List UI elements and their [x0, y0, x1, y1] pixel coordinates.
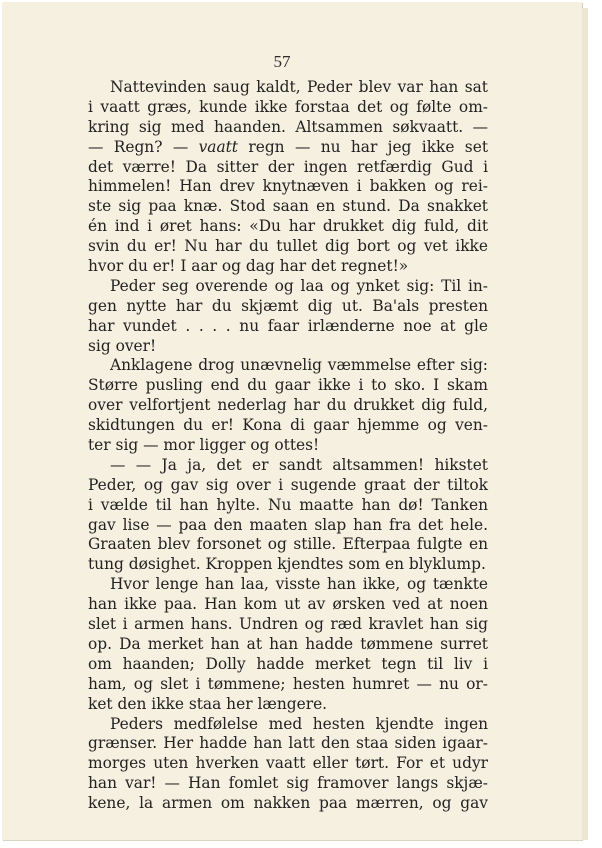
text-line: Peder, og gav sig over i sugende graat der tiltok — [88, 475, 488, 494]
text-line: svin du er! Nu har du tullet dig bort og vet ikke — [88, 237, 488, 256]
text-line: Graaten blev forsonet og stille. Efterpaa fulgte en — [88, 535, 488, 554]
text-line: kring sig med haanden. Altsammen søkvaatt. — — [88, 117, 488, 136]
text-line: om haanden; Dolly hadde merket tegn til liv i — [88, 654, 488, 673]
text-line: — Regn? — vaatt regn — nu har jeg ikke set — [88, 137, 489, 156]
text-line: morges uten hverken vaatt eller tørt. For et udyr — [88, 754, 488, 773]
text-line: én ind i øret hans: «Du har drukket dig fuld, dit — [88, 217, 488, 236]
book-page — [2, 2, 582, 840]
text-line: kene, la armen om nakken paa mærren, og gav — [88, 794, 488, 813]
text-line: skidtungen du er! Kona di gaar hjemme og ven- — [88, 416, 488, 435]
text-line: ste sig paa knæ. Stod saan en stund. Da snakket — [88, 197, 488, 216]
text-line: Hvor lenge han laa, visste han ikke, og tænkte — [110, 575, 488, 594]
text-line: i vaatt græs, kunde ikke forstaa det og følte om- — [88, 97, 488, 116]
text-line: Anklagene drog unævnelig væmmelse efter sig: — [110, 356, 488, 375]
text-line: op. Da merket han at han hadde tømmene surret — [88, 634, 488, 653]
page-edge — [582, 8, 588, 840]
text-line: han var! — Han fomlet sig framover langs skjæ- — [88, 774, 488, 793]
page-number: 57 — [273, 52, 291, 71]
text-line: over velfortjent nederlag har du drukket dig fuld, — [88, 396, 488, 415]
text-line: det værre! Da sitter der ingen retfærdig Gud i — [88, 157, 488, 176]
text-line: sig over! — [88, 336, 157, 355]
text-line: har vundet . . . . nu faar irlænderne noe at gle — [88, 316, 488, 335]
emphasis: vaatt — [198, 137, 238, 156]
text-line: hvor du er! I aar og dag har det regnet!» — [88, 257, 409, 276]
text-line: himmelen! Han drev knytnæven i bakken og rei- — [88, 177, 488, 196]
text-line: Peders medfølelse med hesten kjendte ingen — [110, 714, 488, 733]
text-line: — — Ja ja, det er sandt altsammen! hikstet — [110, 455, 488, 474]
text-line: Peder seg overende og laa og ynket sig: Til in- — [110, 276, 488, 295]
text-line: ket den ikke staa her længere. — [88, 694, 328, 713]
text-line: ham, og slet i tømmene; hesten humret — nu or- — [88, 674, 488, 693]
body-text — [88, 78, 488, 814]
text-line: Nattevinden saug kaldt, Peder blev var han sat — [110, 78, 488, 96]
text-line: grænser. Her hadde han latt den staa siden igaar- — [88, 734, 488, 753]
text-line: han ikke paa. Han kom ut av ørsken ved at noen — [88, 595, 488, 614]
text-line: Større pusling end du gaar ikke i to sko. I skam — [88, 376, 488, 395]
text-line: slet i armen hans. Undren og ræd kravlet han sig — [88, 615, 488, 634]
text-line: gav lise — paa den maaten slap han fra det hele. — [88, 515, 488, 534]
text-line: gen nytte har du skjæmt dig ut. Ba'als presten — [88, 296, 488, 315]
text-line: i vælde til han hylte. Nu maatte han dø! Tanken — [88, 495, 488, 514]
text-line: ter sig — mor ligger og ottes! — [88, 436, 320, 455]
text-line: tung døsighet. Kroppen kjendtes som en blyklump. — [88, 555, 486, 574]
